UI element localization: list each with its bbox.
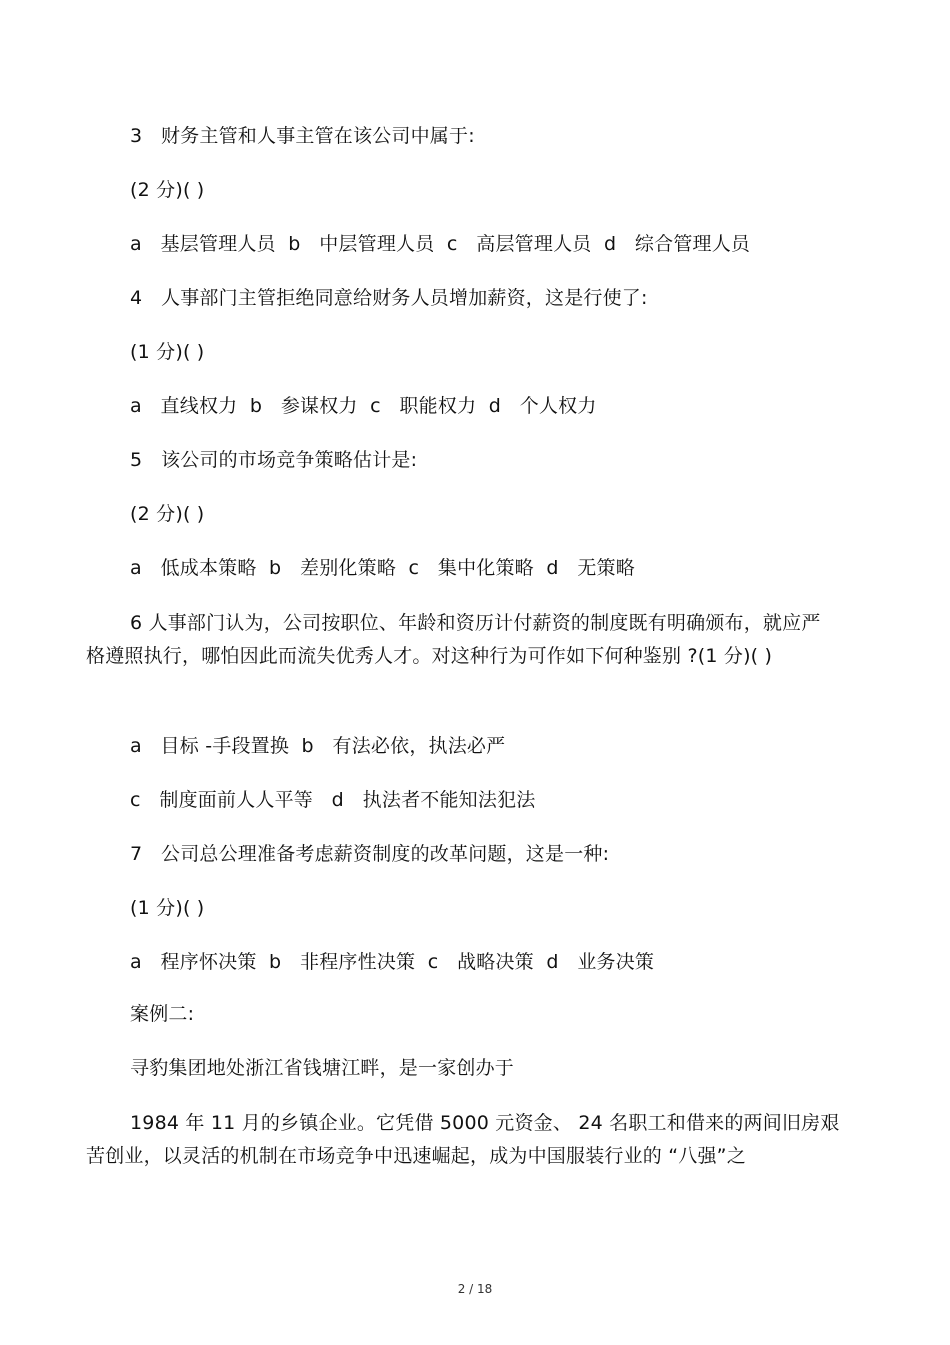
question-3: 3 财务主管和人事主管在该公司中属于: bbox=[130, 125, 475, 147]
question-7-options: a 程序怀决策 b 非程序性决策 c 战略决策 d 业务决策 bbox=[130, 951, 655, 973]
question-6-options-ab: a 目标 -手段置换 b 有法必依，执法必严 bbox=[130, 735, 506, 757]
question-4-options: a 直线权力 b 参谋权力 c 职能权力 d 个人权力 bbox=[130, 395, 597, 417]
question-5: 5 该公司的市场竞争策略估计是: bbox=[130, 449, 418, 471]
question-3-options: a 基层管理人员 b 中层管理人员 c 高层管理人员 d 综合管理人员 bbox=[130, 233, 751, 255]
case-2-title: 案例二: bbox=[130, 1003, 195, 1025]
question-3-score: (2 分)( ) bbox=[130, 179, 205, 201]
case-2-intro: 寻豹集团地处浙江省钱塘江畔，是一家创办于 bbox=[130, 1057, 515, 1079]
question-4: 4 人事部门主管拒绝同意给财务人员增加薪资，这是行使了: bbox=[130, 287, 648, 309]
case-2-body: 1984 年 11 月的乡镇企业。它凭借 5000 元资金、 24 名职工和借来的两间旧房艰苦创业，以灵活的机制在市场竞争中迅速崛起，成为中国服装行业的 “八强”之 bbox=[86, 1112, 840, 1167]
question-4-score: (1 分)( ) bbox=[130, 341, 205, 363]
question-5-score: (2 分)( ) bbox=[130, 503, 205, 525]
question-6-options-cd: c 制度面前人人平等 d 执法者不能知法犯法 bbox=[130, 789, 536, 811]
question-5-options: a 低成本策略 b 差别化策略 c 集中化策略 d 无策略 bbox=[130, 557, 635, 579]
question-6: 6 人事部门认为，公司按职位、年龄和资历计付薪资的制度既有明确颁布，就应严格遵照执行，哪怕因此而流失优秀人才。对这种行为可作如下何种鉴别 ?(1 分)( ) bbox=[86, 612, 821, 667]
question-7: 7 公司总公理准备考虑薪资制度的改革问题，这是一种: bbox=[130, 843, 610, 865]
question-7-score: (1 分)( ) bbox=[130, 897, 205, 919]
page-number: 2 / 18 bbox=[457, 1282, 493, 1296]
